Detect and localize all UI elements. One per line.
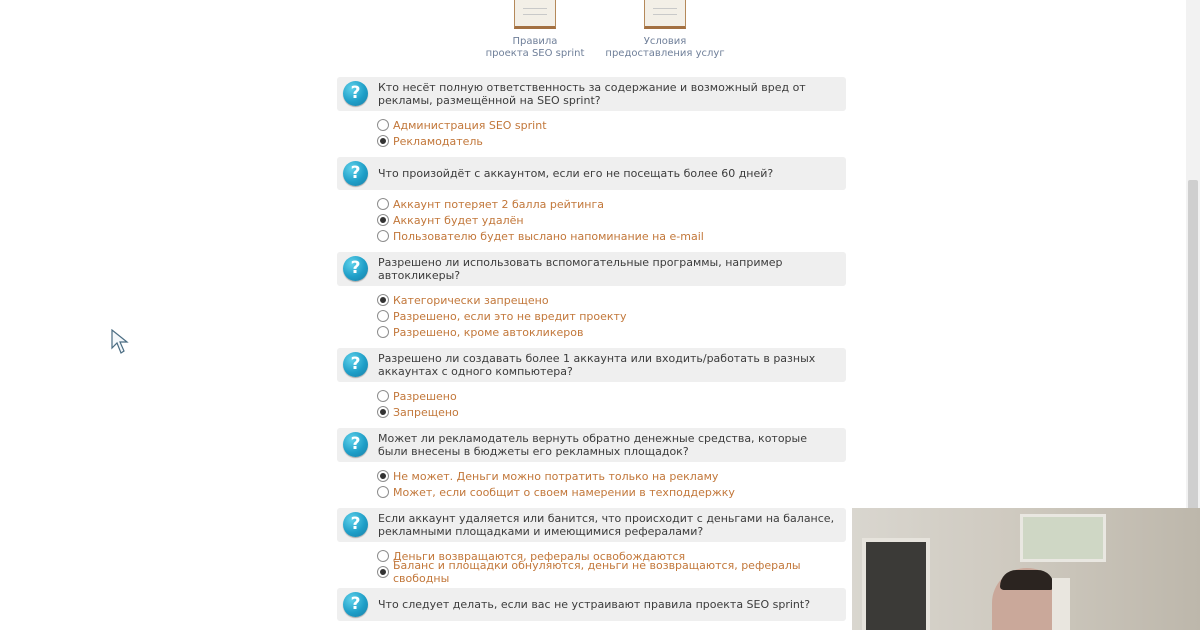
answer-label: Запрещено [393, 405, 459, 419]
question-icon: ? [343, 81, 368, 106]
question-icon: ? [343, 161, 368, 186]
question-text: Что следует делать, если вас не устраивают правила проекта SEO sprint? [378, 598, 811, 611]
radio-button[interactable] [377, 230, 389, 242]
answer-list [337, 542, 846, 586]
radio-button[interactable] [377, 566, 389, 578]
quiz-question-block [337, 508, 846, 586]
doc-label-line1: Правила [512, 36, 558, 47]
answer-option[interactable] [377, 292, 846, 308]
radio-button[interactable] [377, 550, 389, 562]
radio-button[interactable] [377, 326, 389, 338]
webcam-wall-picture [1020, 514, 1106, 562]
answer-option[interactable] [377, 133, 846, 149]
answer-option[interactable] [377, 324, 846, 340]
question-header [337, 428, 846, 462]
question-icon: ? [343, 512, 368, 537]
question-text: Разрешено ли использовать вспомогательные программы, например автокликеры? [378, 256, 783, 282]
radio-button[interactable] [377, 390, 389, 402]
quiz-question-block [337, 348, 846, 426]
webcam-person-hair [1000, 570, 1054, 590]
doc-label-line2: проекта SEO sprint [485, 48, 585, 59]
answer-option[interactable] [377, 212, 846, 228]
answer-list [337, 111, 846, 155]
radio-button[interactable] [377, 214, 389, 226]
quiz-question-block [337, 157, 846, 250]
documents-bar [470, 0, 730, 60]
question-header [337, 588, 846, 621]
answer-label: Администрация SEO sprint [393, 118, 547, 132]
radio-button[interactable] [377, 406, 389, 418]
scrollbar-thumb[interactable] [1188, 180, 1198, 510]
answer-option[interactable] [377, 228, 846, 244]
quiz-question-block [337, 252, 846, 346]
webcam-shelf [1052, 578, 1070, 630]
question-icon: ? [343, 352, 368, 377]
answer-label: Пользователю будет выслано напоминание на e-mail [393, 229, 704, 243]
answer-option[interactable] [377, 308, 846, 324]
document-icon [644, 0, 686, 29]
webcam-overlay [852, 508, 1200, 630]
answer-option[interactable] [377, 388, 846, 404]
radio-button[interactable] [377, 294, 389, 306]
answer-label: Деньги возвращаются, рефералы освобождаются [393, 549, 686, 563]
quiz-question-block [337, 77, 846, 155]
radio-button[interactable] [377, 310, 389, 322]
answer-label: Разрешено, кроме автокликеров [393, 325, 584, 339]
answer-option[interactable] [377, 196, 846, 212]
answer-option[interactable] [377, 117, 846, 133]
document-icon [514, 0, 556, 29]
question-icon: ? [343, 432, 368, 457]
answer-label: Не может. Деньги можно потратить только на рекламу [393, 469, 719, 483]
quiz-question-block [337, 428, 846, 506]
answer-option[interactable] [377, 404, 846, 420]
answer-list [337, 382, 846, 426]
answer-label: Аккаунт будет удалён [393, 213, 524, 227]
question-text: Если аккаунт удаляется или банится, что происходит с деньгами на балансе, рекламными площадками и имеющимися рефералами? [378, 512, 835, 538]
answer-option[interactable] [377, 484, 846, 500]
radio-button[interactable] [377, 470, 389, 482]
doc-label-line1: Условия [643, 36, 687, 47]
answer-label: Баланс и площадки обнуляются, деньги не возвращаются, рефералы свободны [393, 559, 801, 585]
answer-list [337, 462, 846, 506]
answer-label: Может, если сообщит о своем намерении в техподдержку [393, 485, 735, 499]
answer-list [337, 190, 846, 250]
question-text: Может ли рекламодатель вернуть обратно денежные средства, которые были внесены в бюджеты его рекламных площадок? [378, 432, 807, 458]
question-header [337, 77, 846, 111]
question-icon: ? [343, 256, 368, 281]
radio-button[interactable] [377, 119, 389, 131]
doc-label-line2: предоставления услуг [605, 48, 725, 59]
question-header [337, 348, 846, 382]
answer-list [337, 286, 846, 346]
terms-document-link[interactable] [600, 0, 730, 60]
answer-label: Разрешено, если это не вредит проекту [393, 309, 627, 323]
answer-label: Категорически запрещено [393, 293, 549, 307]
radio-button[interactable] [377, 135, 389, 147]
answer-label: Аккаунт потеряет 2 балла рейтинга [393, 197, 605, 211]
quiz-form [337, 77, 846, 623]
radio-button[interactable] [377, 486, 389, 498]
question-icon: ? [343, 592, 368, 617]
question-text: Кто несёт полную ответственность за содержание и возможный вред от рекламы, размещённой на SEO sprint? [378, 81, 806, 107]
question-header [337, 508, 846, 542]
answer-option[interactable] [377, 559, 846, 585]
answer-label: Разрешено [393, 389, 457, 403]
quiz-question-block [337, 588, 846, 621]
radio-button[interactable] [377, 198, 389, 210]
answer-option[interactable] [377, 468, 846, 484]
mouse-pointer-icon [111, 329, 131, 355]
webcam-door [862, 538, 930, 630]
question-text: Разрешено ли создавать более 1 аккаунта или входить/работать в разных аккаунтах с одного компьютера? [378, 352, 816, 378]
answer-label: Рекламодатель [393, 134, 483, 148]
question-header [337, 252, 846, 286]
rules-document-link[interactable] [470, 0, 600, 60]
question-text: Что произойдёт с аккаунтом, если его не посещать более 60 дней? [378, 167, 774, 180]
question-header [337, 157, 846, 190]
